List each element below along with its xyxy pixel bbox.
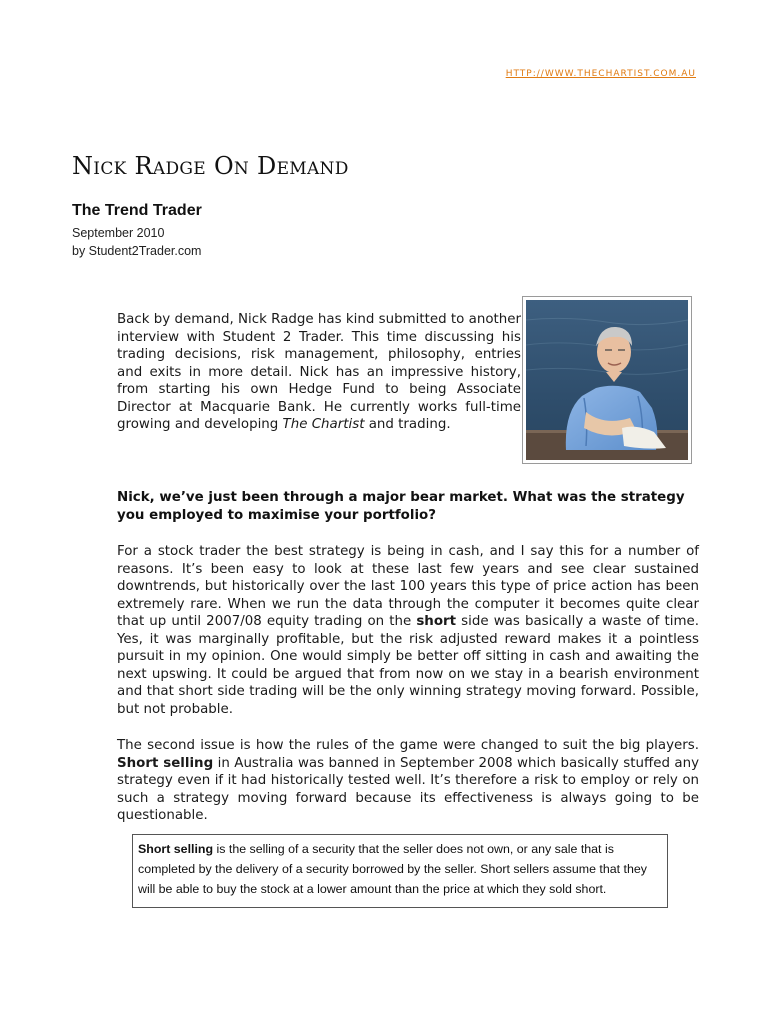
intro-text-end: and trading. — [364, 417, 451, 432]
article-subtitle: The Trend Trader — [72, 202, 202, 219]
answer-text: For a stock trader the best strategy is being in cash, and I say this for a number of reasons. It’s been easy to look at these last few years and see clear sustained downtrends, but historically over the last 100 years this type of price action has been extremely rare. When we run the data through the computer it becomes quite clear that up until 2007/08 equity trading on the — [117, 544, 699, 629]
website-url-link[interactable]: HTTP://WWW.THECHARTIST.COM.AU — [505, 69, 696, 79]
intro-italic-name: The Chartist — [282, 417, 365, 432]
intro-paragraph — [117, 311, 521, 434]
answer-text: The second issue is how the rules of the game were changed to suit the big players. — [117, 738, 699, 753]
portrait-photo — [522, 296, 692, 464]
article-title: Nick Radge On Demand — [72, 152, 349, 180]
answer-text: in Australia was banned in September 2008 which basically stuffed any strategy even if it had historically tested well. It’s therefore a risk to employ or rely on such a strategy moving forward because its effectiveness is always going to be questionable. — [117, 755, 700, 823]
answer-text: side was basically a waste of time. Yes, it was marginally profitable, but the risk adjusted reward makes it a pointless pursuit in my opinion. One would simply be better off sitting in cash and awaiting the next upswing. It could be argued that from now on we stay in a bearish environment and that short side trading will be the only winning strategy moving forward. Possible, but not probable. — [117, 614, 699, 717]
portrait-photo-illustration — [526, 300, 688, 460]
answer-paragraph-1 — [117, 543, 699, 718]
interview-question: Nick, we’ve just been through a major bear market. What was the strategy you employed to maximise your portfolio? — [117, 490, 685, 523]
answer-paragraph-2 — [117, 737, 699, 825]
article-byline: by Student2Trader.com — [72, 244, 202, 258]
definition-term: Short selling — [138, 842, 214, 856]
intro-text: Back by demand, Nick Radge has kind submitted to another interview with Student 2 Trader. This time discussing his trading decisions, risk management, philosophy, entries and exits in more detail. Nick has an impressive history, from starting his own Hedge Fund to being Associate Director at Macquarie Bank. He currently works full-time growing and developing — [117, 312, 521, 432]
definition-text: is the selling of a security that the seller does not own, or any sale that is completed by the delivery of a security borrowed by the seller. Short sellers assume that they will be able to buy the stock at a lower amount than the price at which they sold short. — [138, 842, 647, 896]
definition-box — [132, 834, 668, 908]
answer-bold-term: short — [416, 614, 457, 629]
answer-bold-term: Short selling — [117, 755, 214, 771]
article-date: September 2010 — [72, 226, 165, 240]
